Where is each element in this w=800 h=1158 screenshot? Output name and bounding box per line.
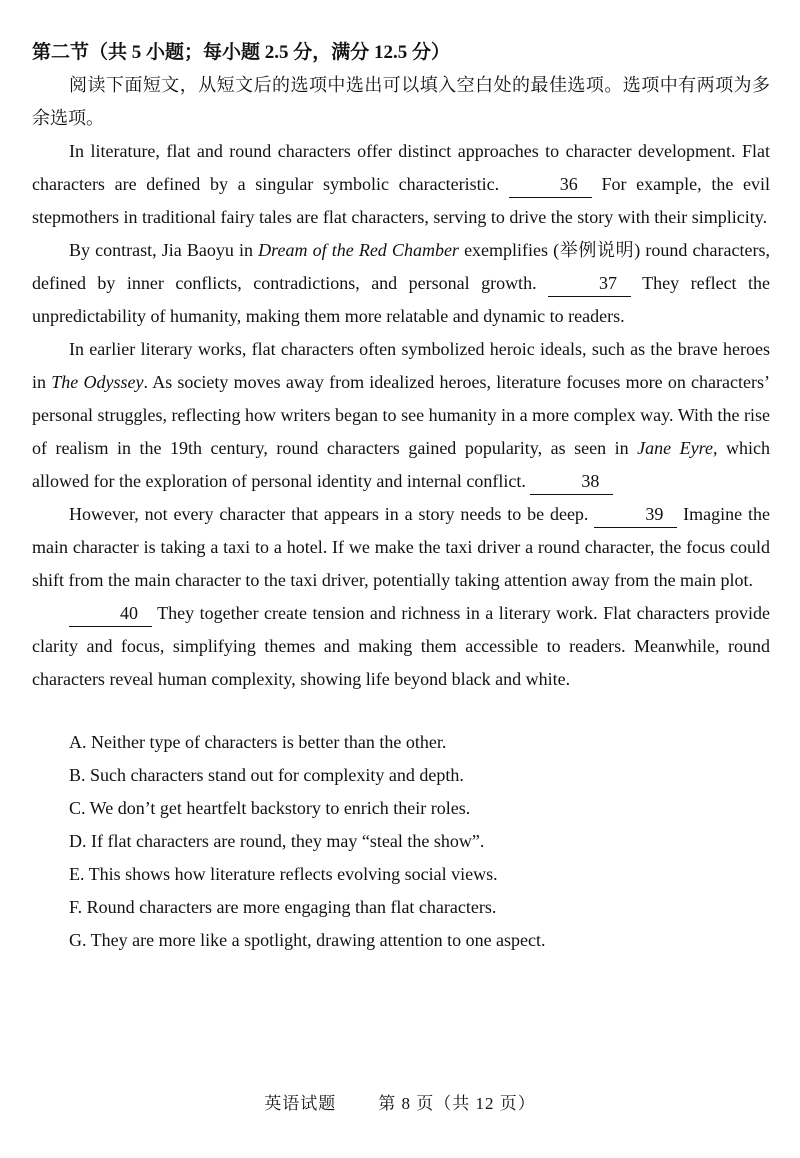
blank-36: 36 <box>509 171 592 198</box>
blank-40: 40 <box>69 600 152 627</box>
option-G: G. They are more like a spotlight, drawing attention to one aspect. <box>69 930 546 950</box>
passage-paragraph: In literature, flat and round characters offer distinct approaches to character development. Flat characters are defined by a singular symbolic characteristic. 36 For example, the evil stepmothers in traditional fairy tales are flat characters, serving to drive the story with their simplicity. <box>32 141 770 227</box>
blank-39: 39 <box>594 501 677 528</box>
blank-38: 38 <box>530 468 613 495</box>
option-B: B. Such characters stand out for complexity and depth. <box>69 765 464 785</box>
options-list <box>32 726 770 957</box>
instructions-text: 阅读下面短文，从短文后的选项中选出可以填入空白处的最佳选项。选项中有两项为多余选项。 <box>32 75 770 128</box>
passage-paragraph: However, not every character that appears in a story needs to be deep. 39 Imagine the main character is taking a taxi to a hotel. If we make the taxi driver a round character, the focus could shift from the main character to the taxi driver, potentially taking attention away from the main plot. <box>32 498 770 597</box>
option-A: A. Neither type of characters is better than the other. <box>69 732 447 752</box>
blank-37: 37 <box>548 270 631 297</box>
option-C: C. We don’t get heartfelt backstory to enrich their roles. <box>69 798 471 818</box>
option-E: E. This shows how literature reflects evolving social views. <box>69 864 498 884</box>
passage-paragraph: In earlier literary works, flat characters often symbolized heroic ideals, such as the brave heroes in The Odyssey. As society moves away from idealized heroes, literature focuses more on characters’ personal struggles, reflecting how writers began to see humanity in a more complex way. With the rise of realism in the 19th century, round characters gained popularity, as seen in Jane Eyre, which allowed for the exploration of personal identity and internal conflict. 38 <box>32 333 770 498</box>
footer-doc-title: 英语试题 <box>264 1094 337 1113</box>
passage-paragraph: 40 They together create tension and richness in a literary work. Flat characters provide clarity and focus, simplifying themes and making them accessible to readers. Meanwhile, round characters reveal human complexity, showing life beyond black and white. <box>32 597 770 696</box>
section-heading: 第二节（共 5 小题；每小题 2.5 分，满分 12.5 分） <box>32 42 451 63</box>
page-footer <box>0 1087 800 1120</box>
option-F: F. Round characters are more engaging than flat characters. <box>69 897 497 917</box>
work-title: The Odyssey <box>51 372 144 392</box>
option-D: D. If flat characters are round, they may “steal the show”. <box>69 831 485 851</box>
work-title: Dream of the Red Chamber <box>258 240 459 260</box>
work-title: Jane Eyre <box>637 438 713 458</box>
footer-page-info: 第 8 页（共 12 页） <box>378 1094 536 1113</box>
passage-paragraph: By contrast, Jia Baoyu in Dream of the Red Chamber exemplifies (举例说明) round characters, defined by inner conflicts, contradictions, and personal growth. 37 They reflect the unpredictability of humanity, making them more relatable and dynamic to readers. <box>32 240 771 326</box>
passage <box>32 135 770 696</box>
